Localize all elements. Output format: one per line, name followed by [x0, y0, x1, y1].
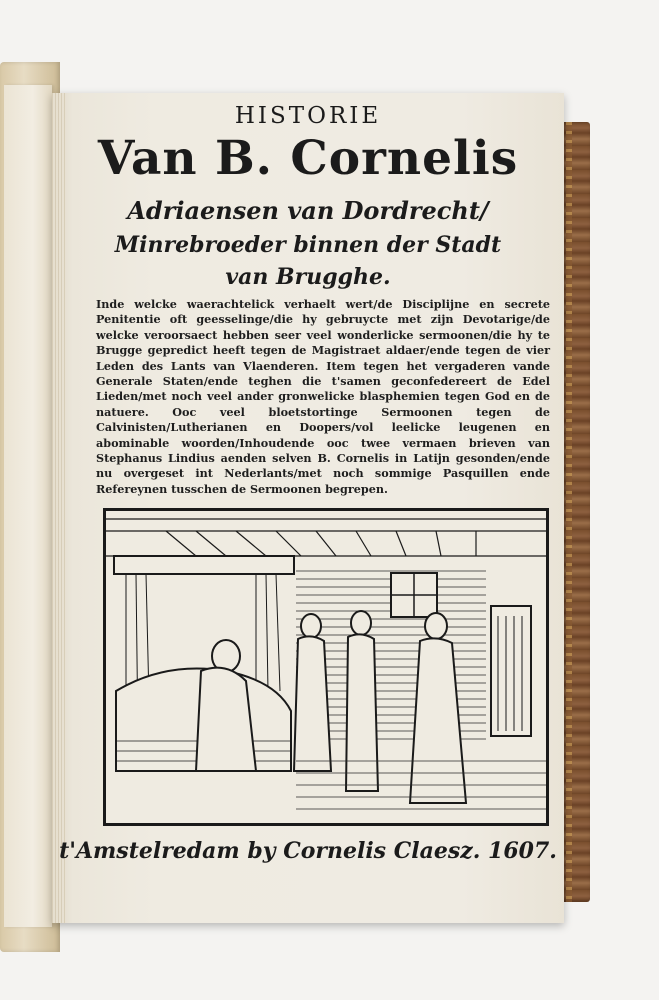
woodcut-scene [106, 511, 546, 823]
title-description: Inde welcke waerachtelick verhaelt wert/de Disciplijne en secrete Penitentie oft geesselinge/die hy gebruycte met zijn Devotarige/de welcke veroorsaect hebben seer veel wonderlicke sermoonen/die hy te Brugge gepredict heeft tegen de Magistraet aldaer/ende tegen de vier Leden des Lants van Vlaenderen. Item tegen het vergaderen vande Generale Staten/ende teghen die t'samen geconfedereert de Edel Lieden/met noch veel ander gronwelicke blasphemien tegen God en de natuere. Ooc veel bloetstortinge Sermoonen tegen de Calvinisten/Lutherianen en Doopers/vol leelicke leugenen en abominable woorden/Inhoudende ooc twee vermaen brieven van Stephanus Lindius aenden selven B. Cornelis in Latijn gesonden/ende nu overgeset int Nederlants/met noch sommige Pasquillen ende Refereynen tusschen de Sermoonen begrepen. [96, 297, 550, 496]
title-line-city: van Brugghe. [225, 264, 391, 290]
left-leaf [4, 85, 52, 927]
imprint-line: t'Amstelredam by Cornelis Claesz. 1607. [59, 838, 557, 864]
woodcut-illustration [103, 508, 549, 826]
title-line-surname: Adriaensen van Dordrecht/ [127, 196, 489, 225]
title-line-order: Minrebroeder binnen der Stadt [114, 232, 502, 258]
title-line-name: Van B. Cornelis [97, 131, 519, 186]
book-spine [563, 122, 590, 902]
title-line-historie: HISTORIE [234, 103, 382, 129]
